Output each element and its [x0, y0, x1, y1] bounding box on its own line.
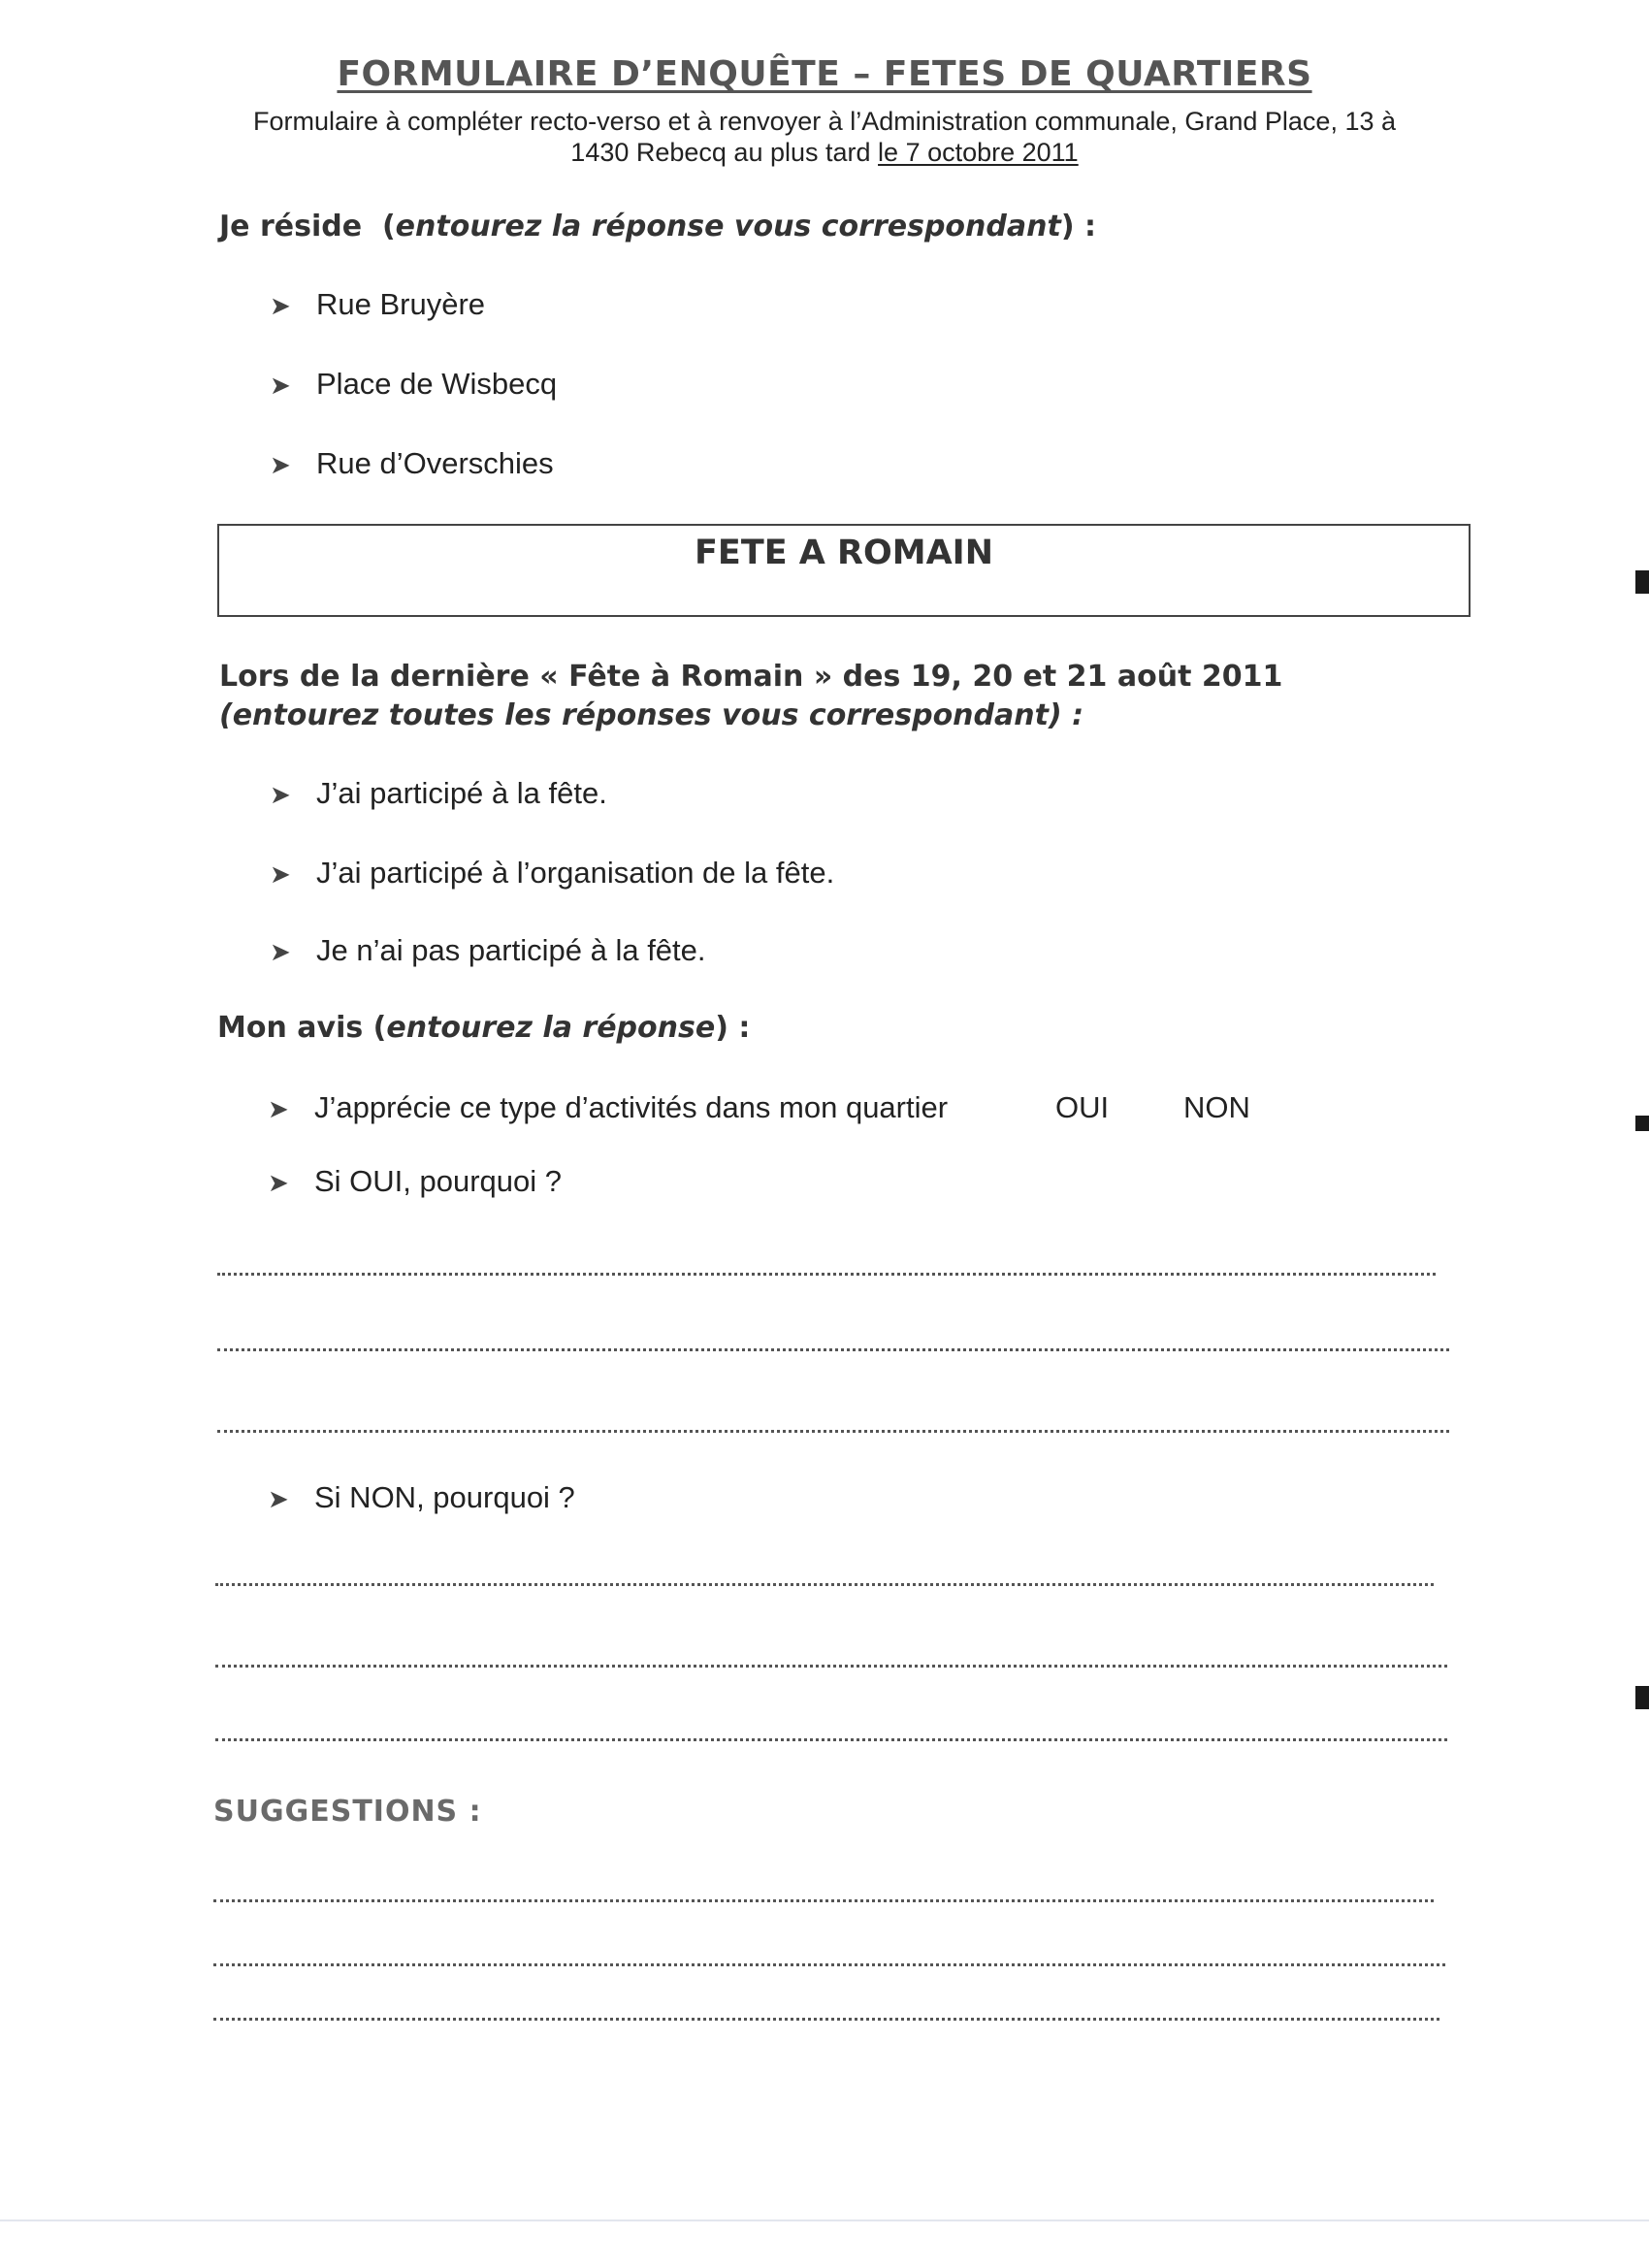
section-title: FETE A ROMAIN — [695, 534, 993, 572]
if-no-answer-line-2[interactable] — [215, 1665, 1447, 1668]
opinion-heading: Mon avis (entourez la réponse) : — [217, 1011, 751, 1045]
participation-option-label: J’ai participé à l’organisation de la fête. — [316, 856, 835, 890]
participation-question: Lors de la dernière « Fête à Romain » des 19, 20 et 21 août 2011 — [219, 660, 1283, 694]
residence-option-label: Place de Wisbecq — [316, 367, 558, 401]
form-title: FORMULAIRE D’ENQUÊTE – FETES DE QUARTIERS — [337, 54, 1312, 94]
opinion-instruction: entourez la réponse — [386, 1011, 716, 1045]
opinion-yes-option[interactable]: OUI — [1055, 1090, 1110, 1124]
if-yes-row — [268, 1164, 562, 1199]
if-no-answer-line-3[interactable] — [215, 1738, 1447, 1741]
suggestions-line-3[interactable] — [213, 2018, 1439, 2021]
if-yes-prompt: Si OUI, pourquoi ? — [314, 1164, 563, 1198]
residence-option-label: Rue Bruyère — [316, 287, 486, 321]
participation-option-1[interactable] — [270, 776, 607, 811]
opinion-label: Mon avis — [217, 1011, 364, 1045]
residence-option-3[interactable] — [270, 446, 554, 481]
arrowhead-bullet-icon: ➤ — [268, 1094, 289, 1123]
suggestions-line-2[interactable] — [213, 1963, 1445, 1966]
participation-option-label: Je n’ai pas participé à la fête. — [316, 933, 706, 967]
if-no-prompt: Si NON, pourquoi ? — [314, 1480, 575, 1514]
residence-heading: Je réside (entourez la réponse vous correspondant) : — [219, 210, 1096, 243]
arrowhead-bullet-icon: ➤ — [270, 450, 291, 479]
section-title-box — [217, 524, 1471, 617]
residence-instruction: entourez la réponse vous correspondant — [395, 210, 1061, 243]
scan-edge-mark — [1635, 570, 1649, 594]
residence-option-1[interactable] — [270, 287, 485, 322]
arrowhead-bullet-icon: ➤ — [270, 937, 291, 966]
if-yes-answer-line-3[interactable] — [217, 1430, 1449, 1433]
intro-address-text: 1430 Rebecq au plus tard — [570, 138, 871, 167]
participation-option-3[interactable] — [270, 933, 706, 968]
residence-label: Je réside — [219, 210, 363, 243]
arrowhead-bullet-icon: ➤ — [270, 859, 291, 889]
participation-option-2[interactable] — [270, 856, 834, 891]
arrowhead-bullet-icon: ➤ — [268, 1168, 289, 1197]
suggestions-heading: SUGGESTIONS : — [213, 1795, 482, 1829]
if-yes-answer-line-1[interactable] — [217, 1273, 1436, 1276]
opinion-statement: J’apprécie ce type d’activités dans mon quartier — [314, 1090, 949, 1124]
participation-instruction: (entourez toutes les réponses vous correspondant) : — [219, 698, 1084, 732]
if-yes-answer-line-2[interactable] — [217, 1348, 1449, 1351]
participation-option-label: J’ai participé à la fête. — [316, 776, 607, 810]
opinion-statement-row — [268, 1090, 948, 1125]
scan-edge-mark — [1635, 1116, 1649, 1131]
form-intro-line-1: Formulaire à compléter recto-verso et à renvoyer à l’Administration communale, Grand Place, 13 à — [252, 107, 1396, 136]
arrowhead-bullet-icon: ➤ — [270, 780, 291, 809]
scan-edge-mark — [1635, 1686, 1649, 1709]
if-no-answer-line-1[interactable] — [215, 1583, 1434, 1586]
scan-bottom-line — [0, 2219, 1649, 2221]
if-no-row — [268, 1480, 575, 1515]
arrowhead-bullet-icon: ➤ — [268, 1484, 289, 1513]
arrowhead-bullet-icon: ➤ — [270, 291, 291, 320]
residence-option-label: Rue d’Overschies — [316, 446, 554, 480]
residence-option-2[interactable] — [270, 367, 557, 402]
opinion-no-option[interactable]: NON — [1183, 1090, 1250, 1124]
form-intro-line-2 — [0, 138, 1649, 168]
arrowhead-bullet-icon: ➤ — [270, 371, 291, 400]
suggestions-line-1[interactable] — [213, 1899, 1434, 1902]
intro-deadline: le 7 octobre 2011 — [878, 138, 1079, 167]
